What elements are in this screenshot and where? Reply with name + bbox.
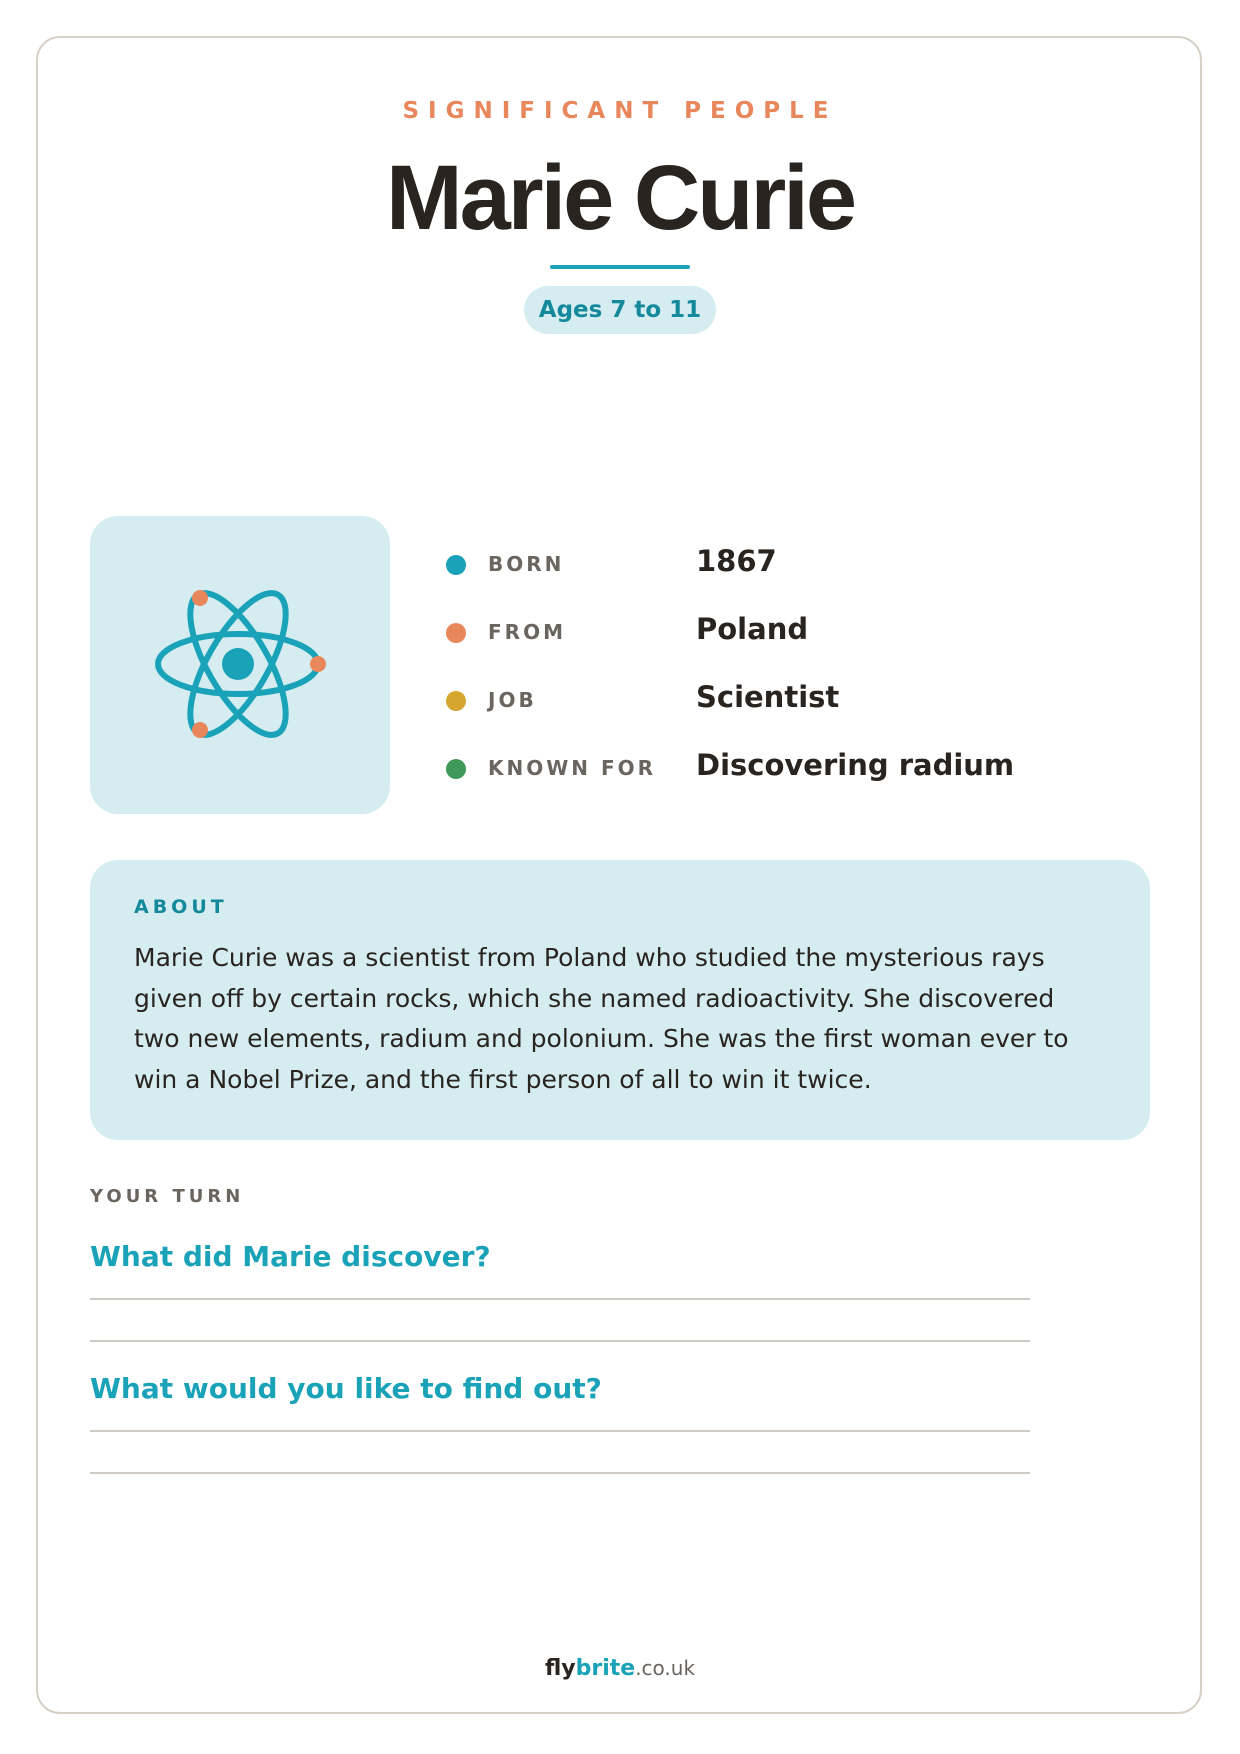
title-underline	[550, 265, 690, 269]
brand-fly: fly	[544, 1656, 576, 1681]
fact-row-born	[440, 544, 1180, 584]
category-eyebrow: SIGNIFICANT PEOPLE	[402, 98, 838, 124]
fact-row-known-for	[440, 748, 1180, 788]
question-1: What did Marie discover?	[90, 1240, 491, 1273]
known-for-dot-icon	[446, 759, 466, 779]
fact-value: Poland	[696, 612, 809, 646]
fact-label: FROM	[488, 620, 566, 644]
about-line: win a Nobel Prize, and the first person of all to win it twice.	[134, 1064, 872, 1094]
about-line: given off by certain rocks, which she named radioactivity. She discovered	[134, 983, 1055, 1013]
answer-line[interactable]	[90, 1472, 1030, 1474]
job-dot-icon	[446, 691, 466, 711]
page-title: Marie Curie	[385, 147, 855, 249]
about-panel	[90, 860, 1150, 1140]
answer-line[interactable]	[90, 1340, 1030, 1342]
about-line: two new elements, radium and polonium. She was the first woman ever to	[134, 1024, 1069, 1053]
fact-value: Scientist	[696, 680, 840, 714]
fact-label: BORN	[488, 552, 565, 576]
question-2: What would you like to find out?	[90, 1372, 602, 1405]
from-dot-icon	[446, 623, 466, 643]
about-heading: ABOUT	[134, 896, 228, 918]
brand-brite: brite	[575, 1656, 636, 1681]
atom-icon	[90, 516, 390, 814]
answer-line[interactable]	[90, 1298, 1030, 1300]
your-turn-heading: YOUR TURN	[90, 1186, 245, 1207]
footer-brand	[0, 1656, 1240, 1681]
fact-row-job	[440, 680, 1180, 720]
fact-value: 1867	[696, 544, 777, 578]
fact-label: KNOWN FOR	[488, 756, 657, 780]
about-text	[134, 938, 1114, 1100]
fact-value: Discovering radium	[696, 748, 1015, 782]
fact-row-from	[440, 612, 1180, 652]
fact-label: JOB	[488, 688, 537, 712]
about-line: Marie Curie was a scientist from Poland who studied the mysterious rays	[134, 943, 1045, 972]
answer-line[interactable]	[90, 1430, 1030, 1432]
born-dot-icon	[446, 555, 466, 575]
icon-card	[90, 516, 390, 814]
brand-tld: .co.uk	[635, 1656, 696, 1680]
age-range-badge: Ages 7 to 11	[524, 286, 716, 334]
